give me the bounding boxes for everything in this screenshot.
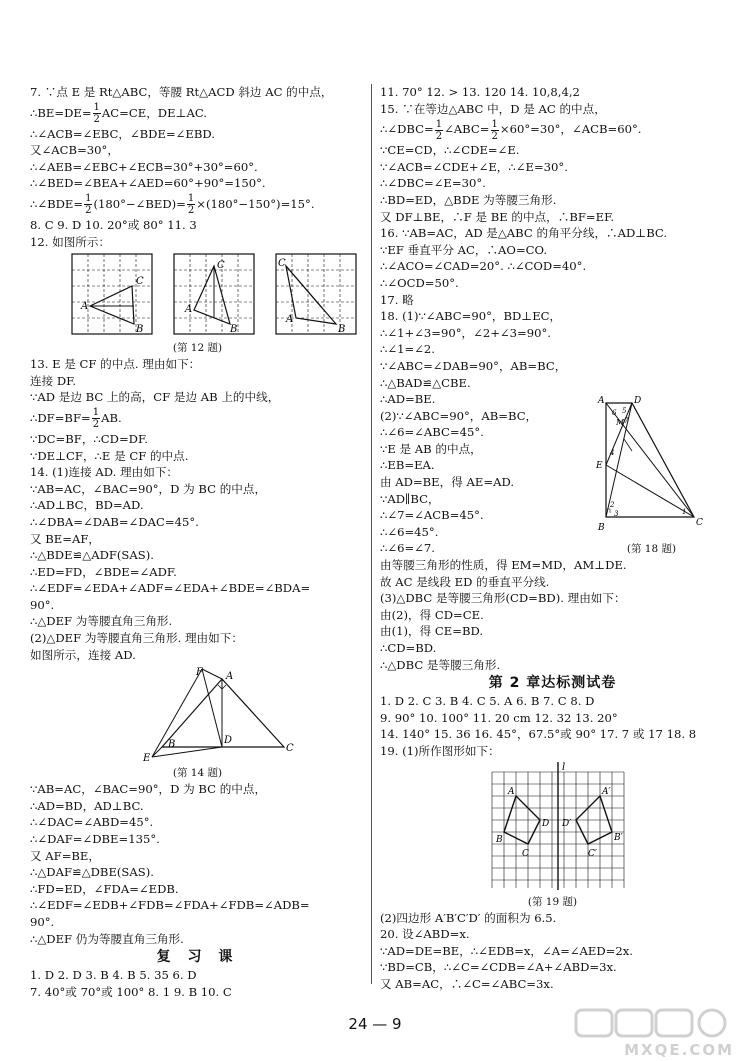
q7-line3: ∴∠ACB=∠EBC，∠BDE=∠EBD. (30, 126, 215, 141)
svg-text:A′: A′ (602, 786, 611, 797)
svg-text:3: 3 (614, 510, 619, 519)
fraction-half: $\frac{1}{2}$ (93, 102, 100, 126)
fig12-panel-2 (174, 254, 254, 335)
q16-line3: ∴∠ACO=∠CAD=20°. ∴∠COD=40°. (380, 259, 587, 274)
q7-line4: 又∠ACB=30°， (30, 143, 119, 158)
q16-line4: ∴∠OCD=50°. (380, 275, 459, 290)
fig12-panel-1 (72, 254, 152, 335)
svg-text:1: 1 (682, 508, 687, 517)
svg-text:D: D (542, 818, 550, 829)
q18-line6: ∴AD=BE. (380, 392, 436, 407)
svg-text:D: D (224, 735, 233, 747)
fraction-half: $\frac{1}{2}$ (92, 407, 100, 431)
q15-line3: ∵CE=CD，∴∠CDE=∠E. (380, 143, 520, 158)
svg-text:4: 4 (610, 449, 615, 458)
q14-2-line9: 90°. (30, 915, 55, 929)
figure-12 (70, 252, 360, 338)
q14-line9: 90°. (30, 597, 55, 612)
figure-12-caption: (第 12 题) (172, 342, 223, 355)
q15-line5: ∴∠DBC=∠E=30°. (380, 176, 486, 191)
q14-2-line5: 又 AF=BE， (30, 848, 100, 863)
svg-text:C: C (286, 743, 294, 755)
q18-with-figure (380, 391, 725, 590)
q18-line13: ∴∠7=∠ACB=45°. (380, 508, 484, 523)
review-answers-2: 7. 40°或 70°或 100° 8. 1 9. B 10. C (30, 984, 232, 999)
q13-line1: 13. E 是 CF 的中点. 理由如下： (30, 357, 201, 372)
svg-text:A: A (185, 304, 193, 316)
svg-text:E: E (596, 461, 603, 472)
svg-text:F: F (196, 667, 203, 679)
q18-line7: (2)∵∠ABC=90°，AB=BC， (380, 408, 538, 423)
svg-text:B: B (136, 324, 144, 336)
q7-line6: ∴∠BED=∠BEA+∠AED=60°+90°=150°. (30, 176, 266, 191)
q7-line5: ∴∠AEB=∠EBC+∠ECB=30°+30°=60°. (30, 159, 258, 174)
q18-line8: ∴∠6=∠ABC=45°. (380, 425, 484, 440)
q15-line6: ∴BD=ED，△BDE 为等腰三角形. (380, 192, 557, 207)
figure-14-caption: (第 14 题) (172, 767, 223, 780)
q13-line5: ∵DC=BF，∴CD=DF. (30, 431, 148, 446)
q18-line1: 18. (1)∵∠ABC=90°，BD⊥EC， (380, 309, 562, 324)
svg-text:C: C (136, 276, 144, 288)
q20-line2: ∵AD=DE=BE，∴∠EDB=x，∠A=∠AED=2x. (380, 943, 633, 958)
q14-2-line4: ∴∠DAF=∠DBE=135°. (30, 832, 160, 847)
svg-text:7: 7 (624, 417, 629, 426)
q14-line12: 如图所示，连接 AD. (30, 647, 136, 662)
q18-line9: ∵E 是 AB 的中点， (380, 441, 482, 456)
q17: 17. 略 (380, 292, 414, 307)
svg-text:C: C (522, 848, 529, 859)
svg-text:A: A (226, 671, 234, 683)
svg-text:B: B (230, 324, 238, 336)
q18-line10: ∴EB=EA. (380, 458, 435, 473)
q7-line2: ∴BE=DE= $\frac{1}{2}$ AC=CE，DE⊥AC. (30, 102, 207, 126)
test-answers-4: 19. (1)所作图形如下： (380, 743, 500, 758)
q15-line1: 15. ∵在等边△ABC 中，D 是 AC 的中点， (380, 101, 606, 116)
q14-line8: ∴∠EDF=∠EDA+∠ADF=∠EDA+∠BDE=∠BDA= (30, 581, 311, 596)
q18-line14: ∴∠6=45°. (380, 524, 439, 539)
q18-line4: ∵∠ABC=∠DAB=90°，AB=BC， (380, 358, 567, 373)
svg-text:C′: C′ (588, 848, 597, 859)
watermark-text: MXQE.COM (624, 1041, 734, 1059)
figure-14 (142, 665, 302, 763)
svg-text:E: E (143, 753, 151, 764)
svg-text:2: 2 (610, 501, 615, 510)
right-column (380, 84, 725, 993)
q14-2-line7: ∴FD=ED，∠FDA=∠EDB. (30, 881, 179, 896)
q13-line3: ∵AD 是边 BC 上的高，CF 是边 AB 上的中线， (30, 390, 280, 405)
figure-19-caption: (第 19 题) (527, 895, 578, 908)
q18-line3: ∴∠1=∠2. (380, 342, 435, 357)
q14-2-line10: ∴△DEF 仍为等腰直角三角形. (30, 931, 184, 946)
q20-line3: ∵BD=CB，∴∠C=∠CDB=∠A+∠ABD=3x. (380, 960, 617, 975)
q15-line2: ∴∠DBC= $\frac{1}{2}$ ∠ABC= $\frac{1}{2}$ ×60°=30°，∠ACB=60°. (380, 118, 642, 142)
q19-2: (2)四边形 A′B′C′D′ 的面积为 6.5. (380, 910, 557, 925)
q14-line6: ∴△BDE≌△ADF(SAS). (30, 548, 154, 563)
q14-line7: ∴ED=FD，∠BDE=∠ADF. (30, 564, 177, 579)
q13-line6: ∵DE⊥CF，∴E 是 CF 的中点. (30, 448, 189, 463)
q16-line2: ∵EF 垂直平分 AC，∴AO=CO. (380, 242, 548, 257)
fraction-half: $\frac{1}{2}$ (491, 118, 498, 142)
q14-2-line8: ∴∠EDF=∠EDB+∠FDB=∠FDA+∠FDB=∠ADB= (30, 898, 310, 913)
q14-line2: ∵AB=AC，∠BAC=90°，D 为 BC 的中点， (30, 481, 267, 496)
q18-line2: ∴∠1+∠3=90°，∠2+∠3=90°. (380, 325, 551, 340)
q16-line1: 16. ∵AB=AC，AD 是△ABC 的角平分线，∴AD⊥BC. (380, 226, 668, 241)
svg-text:B: B (496, 834, 503, 845)
test-answers-2: 9. 90° 10. 100° 11. 20 cm 12. 32 13. 20° (380, 710, 618, 725)
svg-text:B′: B′ (614, 832, 623, 843)
review-section-title: 复 习 课 (156, 949, 239, 966)
q18-line11: 由 AD=BE，得 AE=AD. (380, 475, 515, 490)
q14-line3: ∴AD⊥BC，BD=AD. (30, 498, 144, 513)
fraction-half: $\frac{1}{2}$ (435, 118, 443, 142)
svg-text:B: B (168, 739, 176, 751)
answers-11-14: 11. 70° 12. > 13. 120 14. 10,8,4,2 (380, 85, 580, 99)
q18-line22: ∴△DBC 是等腰三角形. (380, 657, 501, 672)
q18-line5: ∴△BAD≌△CBE. (380, 375, 471, 390)
figure-18 (594, 395, 709, 540)
q18-line19: 由(2)，得 CD=CE. (380, 607, 484, 622)
svg-text:D′: D′ (562, 818, 572, 829)
svg-text:A: A (598, 396, 605, 407)
svg-text:6: 6 (612, 409, 617, 418)
q20-line4: 又 AB=AC，∴∠C=∠ABC=3x. (380, 976, 554, 991)
q14-line1: 14. (1)连接 AD. 理由如下： (30, 465, 179, 480)
svg-text:B: B (598, 523, 605, 534)
left-column (30, 84, 365, 1000)
q14-2-line3: ∴∠DAC=∠ABD=45°. (30, 815, 154, 830)
q14-line4: ∴∠DBA=∠DAB=∠DAC=45°. (30, 514, 199, 529)
fig12-panel-3 (276, 254, 356, 335)
test-answers-3: 14. 140° 15. 36 16. 45°，67.5°或 90° 17. 7 或 17 18. 8 (380, 727, 697, 742)
answer-site-logo-icon (574, 1008, 734, 1038)
q14-line10: ∴△DEF 为等腰直角三角形. (30, 614, 173, 629)
svg-text:C: C (696, 518, 703, 529)
test-answers-1: 1. D 2. C 3. B 4. C 5. A 6. B 7. C 8. D (380, 694, 595, 709)
svg-text:A: A (508, 786, 515, 797)
svg-text:A: A (286, 314, 294, 326)
q14-line11: (2)△DEF 为等腰直角三角形. 理由如下： (30, 631, 243, 646)
q13-line2: 连接 DF. (30, 373, 77, 388)
q18-line16: 由等腰三角形的性质，得 EM=MD，AM⊥DE. (380, 558, 627, 573)
q15-line4: ∵∠ACB=∠CDE+∠E，∴∠E=30°. (380, 159, 568, 174)
svg-text:5: 5 (622, 407, 627, 416)
watermark (574, 1008, 734, 1059)
figure-19 (488, 762, 628, 892)
review-answers-1: 1. D 2. D 3. B 4. B 5. 35 6. D (30, 968, 197, 983)
q20-line1: 20. 设∠ABD=x. (380, 927, 470, 942)
q14-line5: 又 BE=AF， (30, 531, 100, 546)
q12-intro: 12. 如图所示： (30, 234, 111, 249)
q18-line20: 由(1)，得 CE=BD. (380, 624, 484, 639)
svg-text:M: M (616, 418, 625, 428)
fraction-half: $\frac{1}{2}$ (85, 193, 92, 217)
q7-line7: ∴∠BDE= $\frac{1}{2}$ (180°−∠BED)= $\frac{1}{2}$ ×(180°−150°)=15°. (30, 193, 315, 217)
figure-18-caption: (第 18 题) (626, 543, 677, 556)
column-divider (371, 84, 372, 984)
svg-text:C: C (278, 258, 286, 270)
fraction-half: $\frac{1}{2}$ (187, 193, 195, 217)
svg-text:C: C (217, 260, 225, 272)
q18-line18: (3)△DBC 是等腰三角形(CD=BD). 理由如下： (380, 591, 626, 606)
page-number: 24 — 9 (348, 1015, 402, 1033)
svg-text:B: B (338, 324, 346, 336)
svg-text:A: A (81, 301, 89, 313)
q14-2-line6: ∴△DAF≌△DBE(SAS). (30, 865, 154, 880)
q14-2-line1: ∵AB=AC，∠BAC=90°，D 为 BC 的中点， (30, 782, 267, 797)
answers-8-11: 8. C 9. D 10. 20°或 80° 11. 3 (30, 217, 197, 232)
q18-line17: 故 AC 是线段 ED 的垂直平分线. (380, 574, 550, 589)
q18-line12: ∵AD∥BC， (380, 491, 440, 506)
q18-line21: ∴CD=BD. (380, 641, 437, 655)
q18-line15: ∴∠6=∠7. (380, 541, 435, 556)
q13-line4: ∴DF=BF= $\frac{1}{2}$ AB. (30, 407, 122, 431)
chapter-test-title: 第 2 章达标测试卷 (488, 675, 617, 692)
q7-line1: 7. ∵点 E 是 Rt△ABC，等腰 Rt△ACD 斜边 AC 的中点， (30, 85, 333, 99)
q15-line7: 又 DF⊥BE，∴F 是 BE 的中点，∴BF=EF. (380, 209, 615, 224)
q14-2-line2: ∴AD=BD，AD⊥BC. (30, 798, 144, 813)
svg-text:D: D (634, 396, 642, 407)
svg-text:l: l (562, 761, 566, 773)
